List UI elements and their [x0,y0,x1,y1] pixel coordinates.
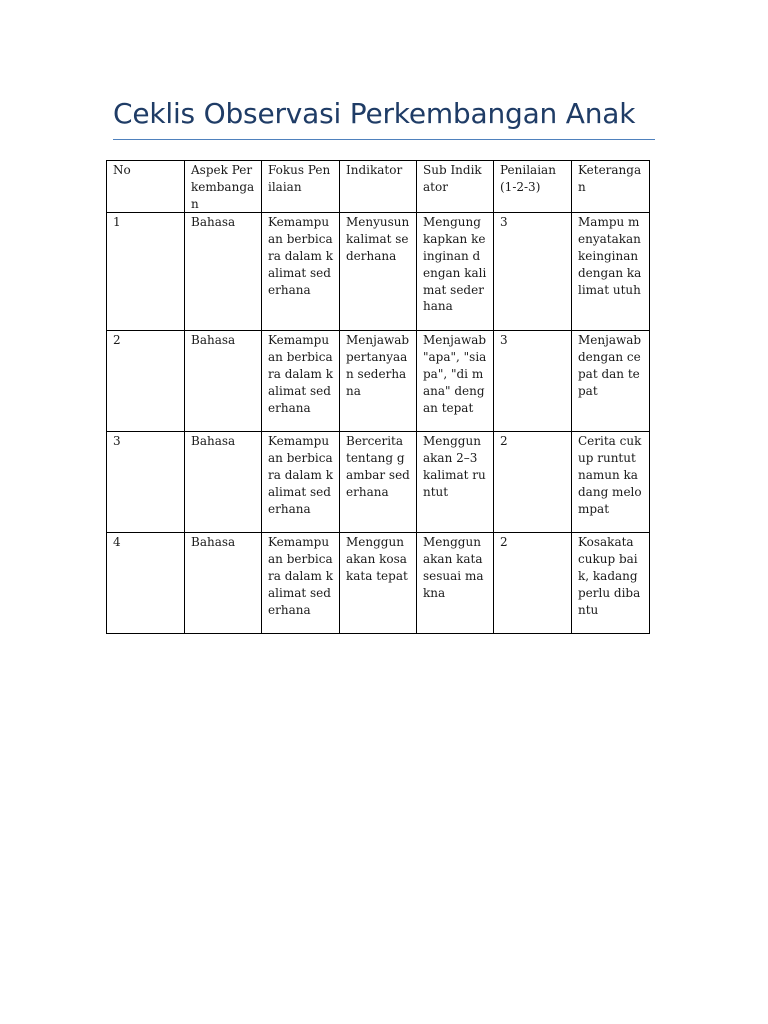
cell-fokus: Kemampuan berbicara dalam kalimat sederhana [262,533,340,634]
header-keterangan: Keterangan [572,161,650,213]
table-row [107,213,650,331]
cell-indikator: Menyusun kalimat sederhana [340,213,417,331]
cell-indikator: Bercerita tentang gambar sederhana [340,432,417,533]
cell-penilaian: 2 [494,533,572,634]
header-aspek-perkembangan: Aspek Perkembangan [185,161,262,213]
cell-aspek: Bahasa [185,533,262,634]
table-row [107,432,650,533]
cell-keterangan: Menjawab dengan cepat dan tepat [572,331,650,432]
cell-fokus: Kemampuan berbicara dalam kalimat sederhana [262,213,340,331]
table-header-row [107,161,650,213]
cell-fokus: Kemampuan berbicara dalam kalimat sederhana [262,432,340,533]
table-row [107,533,650,634]
cell-aspek: Bahasa [185,331,262,432]
header-sub-indikator: Sub Indikator [417,161,494,213]
header-penilaian: Penilaian (1-2-3) [494,161,572,213]
cell-no: 2 [107,331,185,432]
cell-indikator: Menjawab pertanyaan sederhana [340,331,417,432]
cell-keterangan: Kosakata cukup baik, kadang perlu dibantu [572,533,650,634]
cell-no: 4 [107,533,185,634]
cell-sub-indikator: Menggunakan kata sesuai makna [417,533,494,634]
cell-no: 3 [107,432,185,533]
table-row [107,331,650,432]
header-indikator: Indikator [340,161,417,213]
cell-penilaian: 2 [494,432,572,533]
cell-aspek: Bahasa [185,432,262,533]
observation-checklist-table [106,160,650,634]
header-fokus-penilaian: Fokus Penilaian [262,161,340,213]
header-no: No [107,161,185,213]
cell-keterangan: Mampu menyatakan keinginan dengan kalimat utuh [572,213,650,331]
cell-indikator: Menggunakan kosakata tepat [340,533,417,634]
cell-fokus: Kemampuan berbicara dalam kalimat sederhana [262,331,340,432]
cell-sub-indikator: Mengungkapkan keinginan dengan kalimat sederhana [417,213,494,331]
cell-sub-indikator: Menggunakan 2–3 kalimat runtut [417,432,494,533]
cell-no: 1 [107,213,185,331]
cell-penilaian: 3 [494,331,572,432]
cell-sub-indikator: Menjawab "apa", "siapa", "di mana" dengan tepat [417,331,494,432]
title-underline [113,139,655,140]
cell-penilaian: 3 [494,213,572,331]
cell-aspek: Bahasa [185,213,262,331]
cell-keterangan: Cerita cukup runtut namun kadang melompat [572,432,650,533]
document-title: Ceklis Observasi Perkembangan Anak [113,97,636,130]
